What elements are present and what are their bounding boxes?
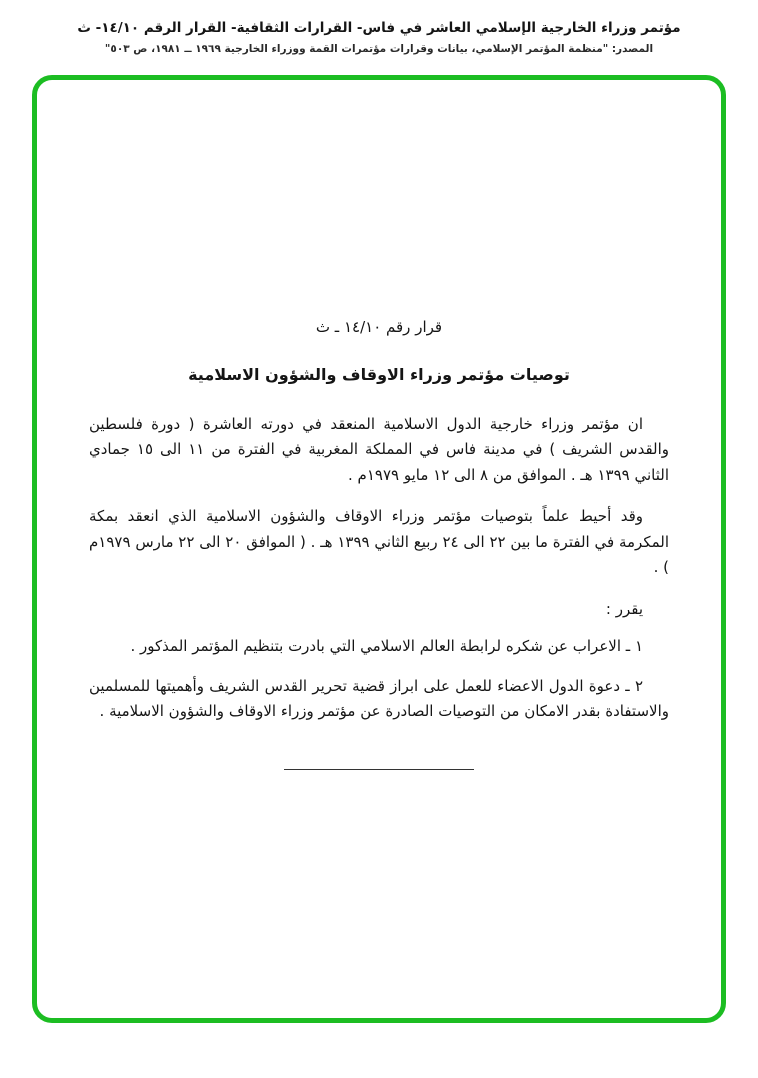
- page-header: [0, 0, 758, 55]
- decides-label: يقرر :: [605, 599, 643, 618]
- decision-item-1: ١ ـ الاعراب عن شكره لرابطة العالم الاسلامي التي بادرت بتنظيم المؤتمر المذكور .: [130, 637, 643, 656]
- paragraph-preamble: ان مؤتمر وزراء خارجية الدول الاسلامية المنعقد في دورته العاشرة ( دورة فلسطين والقدس الشريف ) في مدينة فاس في المملكة المغربية في الفترة من ١١ الى ١٥ جمادي الثاني ١٣٩٩ هـ . الموافق من ٨ الى ١٢ مايو ١٩٧٩م .: [89, 414, 670, 484]
- document-body: [37, 80, 721, 770]
- resolution-number: قرار رقم ١٤/١٠ ـ ث: [315, 318, 443, 336]
- header-source-line: المصدر: "منظمة المؤتمر الإسلامي، بيانات وقرارات مؤتمرات القمة ووزراء الخارجية ١٩٦٩ ــ ١٩٨١، ص ٥٠٣": [104, 43, 654, 55]
- green-document-frame: [32, 75, 726, 1023]
- header-title: مؤتمر وزراء الخارجية الإسلامي العاشر في فاس- القرارات الثقافية- القرار الرقم ١٤/١٠- ث: [77, 20, 681, 36]
- document-title: توصيات مؤتمر وزراء الاوقاف والشؤون الاسلامية: [188, 364, 570, 384]
- decision-item-2: ٢ ـ دعوة الدول الاعضاء للعمل على ابراز قضية تحرير القدس الشريف وأهميتها للمسلمين والاستفادة بقدر الامكان من التوصيات الصادرة عن مؤتمر وزراء الاوقاف والشؤون الاسلامية .: [89, 676, 669, 721]
- divider-line: [284, 769, 474, 770]
- paragraph-noting: وقد أحيط علماً بتوصيات مؤتمر وزراء الاوقاف والشؤون الاسلامية الذي انعقد بمكة المكرمة في الفترة ما بين ٢٢ الى ٢٤ ربيع الثاني ١٣٩٩ هـ . ( الموافق ٢٠ الى ٢٢ مارس ١٩٧٩م ) .: [89, 507, 670, 577]
